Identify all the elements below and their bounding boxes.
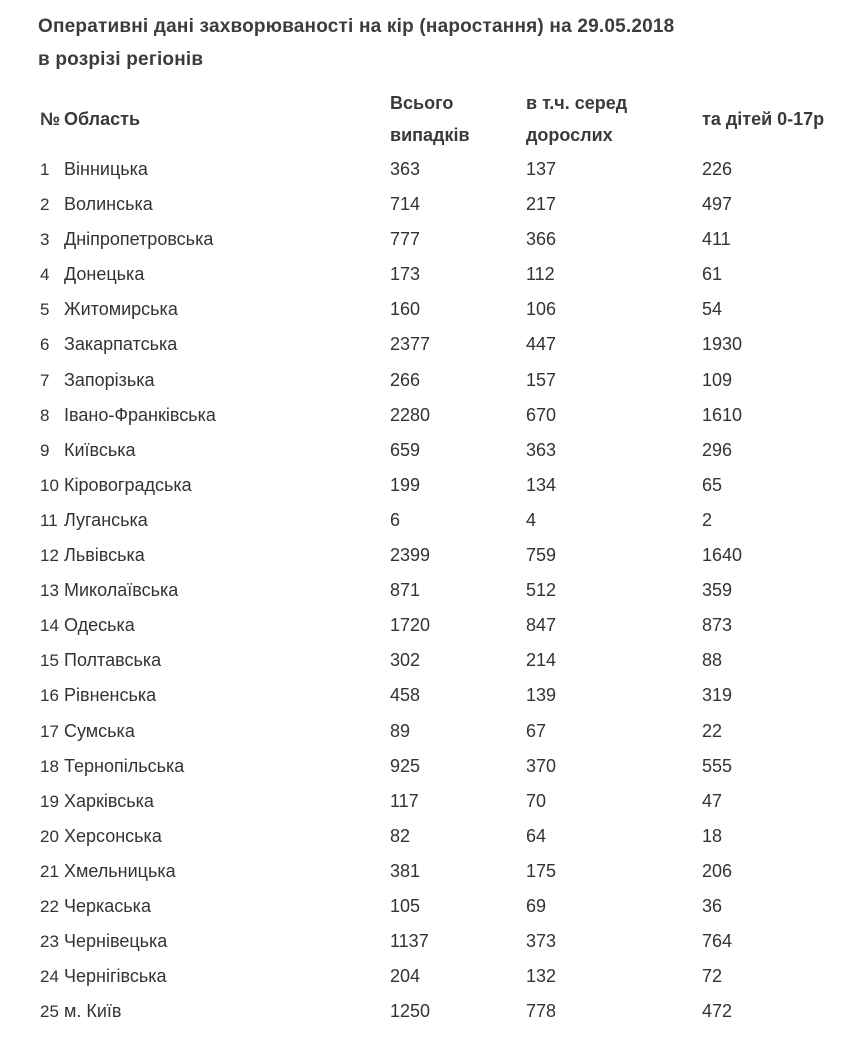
cell-adults: 132 bbox=[526, 966, 557, 987]
cell-total: 204 bbox=[390, 966, 421, 987]
table-row bbox=[40, 152, 842, 187]
cell-adults: 157 bbox=[526, 369, 557, 390]
measles-cases-table bbox=[40, 86, 842, 1029]
cell-children: 18 bbox=[702, 825, 723, 846]
cell-region: Одеська bbox=[64, 615, 135, 636]
cell-region: Дніпропетровська bbox=[64, 229, 214, 250]
cell-children: 555 bbox=[702, 755, 733, 776]
cell-children: 226 bbox=[702, 159, 733, 179]
cell-region: Житомирська bbox=[64, 299, 178, 320]
cell-number: 16 bbox=[40, 686, 59, 706]
cell-children: 1930 bbox=[702, 334, 743, 355]
cell-number: 6 bbox=[40, 335, 50, 355]
cell-number: 9 bbox=[40, 440, 50, 460]
cell-total: 105 bbox=[390, 895, 421, 916]
cell-region: Київська bbox=[64, 439, 136, 460]
cell-children: 2 bbox=[702, 509, 713, 530]
cell-total: 266 bbox=[390, 369, 421, 390]
cell-region: Тернопільська bbox=[64, 755, 185, 776]
cell-children: 411 bbox=[702, 229, 731, 250]
table-row bbox=[40, 749, 842, 784]
cell-number: 25 bbox=[40, 1002, 59, 1022]
cell-adults: 112 bbox=[526, 264, 555, 285]
cell-children: 1640 bbox=[702, 545, 743, 566]
cell-number: 23 bbox=[40, 932, 59, 952]
cell-region: Львівська bbox=[64, 545, 145, 566]
table-row bbox=[40, 538, 842, 573]
cell-adults: 217 bbox=[526, 194, 557, 215]
cell-number: 18 bbox=[40, 756, 59, 776]
cell-number: 19 bbox=[40, 791, 59, 811]
table-row bbox=[40, 398, 842, 433]
cell-region: Закарпатська bbox=[64, 334, 178, 355]
cell-children: 873 bbox=[702, 615, 733, 636]
table-row bbox=[40, 363, 842, 398]
cell-number: 7 bbox=[40, 370, 50, 390]
cell-total: 2399 bbox=[390, 545, 431, 566]
cell-region: Харківська bbox=[64, 790, 154, 811]
cell-number: 1 bbox=[40, 160, 50, 179]
cell-total: 160 bbox=[390, 299, 421, 320]
cell-number: 11 bbox=[40, 510, 58, 530]
table-row bbox=[40, 714, 842, 749]
cell-children: 472 bbox=[702, 1001, 733, 1022]
cell-total: 82 bbox=[390, 825, 411, 846]
cell-number: 4 bbox=[40, 265, 50, 285]
page-title bbox=[38, 10, 828, 76]
cell-number: 14 bbox=[40, 616, 59, 636]
table-row bbox=[40, 573, 842, 608]
cell-adults: 69 bbox=[526, 895, 547, 916]
cell-region: Сумська bbox=[64, 720, 135, 741]
table-row bbox=[40, 959, 842, 994]
cell-number: 21 bbox=[40, 861, 59, 881]
cell-number: 5 bbox=[40, 300, 50, 320]
cell-total: 117 bbox=[390, 790, 419, 811]
table-row bbox=[40, 468, 842, 503]
cell-region: Черкаська bbox=[64, 895, 151, 916]
cell-children: 206 bbox=[702, 860, 733, 881]
cell-number: 10 bbox=[40, 475, 59, 495]
cell-children: 1610 bbox=[702, 404, 743, 425]
table-row bbox=[40, 503, 842, 538]
table-row bbox=[40, 433, 842, 468]
table-row bbox=[40, 994, 842, 1029]
cell-adults: 70 bbox=[526, 790, 547, 811]
cell-total: 173 bbox=[390, 264, 421, 285]
cell-region: Кіровоградська bbox=[64, 474, 192, 495]
cell-children: 88 bbox=[702, 650, 723, 671]
table-row bbox=[40, 924, 842, 959]
table-header bbox=[40, 86, 842, 152]
cell-total: 381 bbox=[390, 860, 421, 881]
table-row bbox=[40, 327, 842, 362]
cell-children: 764 bbox=[702, 931, 733, 952]
cell-children: 36 bbox=[702, 895, 723, 916]
cell-children: 359 bbox=[702, 580, 733, 601]
table-row bbox=[40, 784, 842, 819]
table-row bbox=[40, 222, 842, 257]
cell-children: 22 bbox=[702, 720, 723, 741]
table-row bbox=[40, 187, 842, 222]
cell-total: 925 bbox=[390, 755, 421, 776]
cell-adults: 373 bbox=[526, 931, 557, 952]
cell-number: 15 bbox=[40, 651, 59, 671]
cell-adults: 366 bbox=[526, 229, 557, 250]
cell-region: Хмельницька bbox=[64, 860, 176, 881]
cell-number: 17 bbox=[40, 721, 59, 741]
cell-number: 20 bbox=[40, 826, 59, 846]
table-row bbox=[40, 643, 842, 678]
cell-children: 109 bbox=[702, 369, 733, 390]
column-header-number: № bbox=[40, 109, 60, 129]
cell-total: 1720 bbox=[390, 615, 431, 636]
cell-total: 1137 bbox=[390, 931, 429, 952]
table-row bbox=[40, 292, 842, 327]
cell-number: 8 bbox=[40, 405, 50, 425]
cell-adults: 139 bbox=[526, 685, 557, 706]
table-header-row bbox=[40, 86, 842, 152]
cell-adults: 4 bbox=[526, 509, 537, 530]
cell-adults: 363 bbox=[526, 439, 557, 460]
cell-adults: 370 bbox=[526, 755, 557, 776]
cell-total: 2377 bbox=[390, 334, 431, 355]
cell-total: 714 bbox=[390, 194, 421, 215]
table-row bbox=[40, 889, 842, 924]
cell-total: 659 bbox=[390, 439, 421, 460]
cell-adults: 67 bbox=[526, 720, 547, 741]
cell-region: Івано-Франківська bbox=[64, 404, 216, 425]
cell-adults: 847 bbox=[526, 615, 557, 636]
cell-region: Донецька bbox=[64, 264, 145, 285]
cell-total: 458 bbox=[390, 685, 421, 706]
cell-total: 871 bbox=[390, 580, 421, 601]
cell-adults: 778 bbox=[526, 1001, 557, 1022]
cell-region: Миколаївська bbox=[64, 580, 179, 601]
cell-total: 199 bbox=[390, 474, 421, 495]
cell-total: 1250 bbox=[390, 1001, 431, 1022]
cell-number: 13 bbox=[40, 581, 59, 601]
table-row bbox=[40, 608, 842, 643]
cell-number: 3 bbox=[40, 230, 50, 250]
cell-children: 319 bbox=[702, 685, 733, 706]
cell-region: Чернігівська bbox=[64, 966, 167, 987]
cell-total: 363 bbox=[390, 159, 421, 179]
cell-children: 47 bbox=[702, 790, 723, 811]
cell-region: Вінницька bbox=[64, 159, 148, 179]
cell-region: Херсонська bbox=[64, 825, 162, 846]
cell-adults: 64 bbox=[526, 825, 547, 846]
cell-children: 497 bbox=[702, 194, 733, 215]
cell-region: Полтавська bbox=[64, 650, 162, 671]
cell-children: 296 bbox=[702, 439, 733, 460]
cell-adults: 106 bbox=[526, 299, 557, 320]
cell-number: 2 bbox=[40, 195, 50, 215]
column-header-children: та дітей 0-17р bbox=[702, 109, 825, 129]
table-body bbox=[40, 152, 842, 1029]
cell-number: 24 bbox=[40, 967, 59, 987]
cell-children: 72 bbox=[702, 966, 723, 987]
cell-total: 302 bbox=[390, 650, 421, 671]
cell-adults: 759 bbox=[526, 545, 557, 566]
cell-children: 54 bbox=[702, 299, 723, 320]
page-title-line-1: Оперативні дані захворюваності на кір (наростання) на 29.05.2018 bbox=[38, 16, 675, 37]
cell-region: Волинська bbox=[64, 194, 153, 215]
cell-number: 22 bbox=[40, 896, 59, 916]
cell-children: 61 bbox=[702, 264, 723, 285]
column-header-total: Всього випадків bbox=[390, 93, 470, 145]
cell-total: 6 bbox=[390, 509, 401, 530]
cell-region: Запорізька bbox=[64, 369, 155, 390]
cell-region: Рівненська bbox=[64, 685, 157, 706]
cell-adults: 137 bbox=[526, 159, 557, 179]
cell-adults: 214 bbox=[526, 650, 557, 671]
cell-adults: 512 bbox=[526, 580, 557, 601]
cell-adults: 447 bbox=[526, 334, 557, 355]
cell-adults: 134 bbox=[526, 474, 557, 495]
table-row bbox=[40, 854, 842, 889]
column-header-region: Область bbox=[64, 109, 141, 129]
column-header-adults: в т.ч. серед дорослих bbox=[526, 93, 628, 145]
cell-adults: 670 bbox=[526, 404, 557, 425]
table-row bbox=[40, 257, 842, 292]
table-row bbox=[40, 819, 842, 854]
cell-total: 2280 bbox=[390, 404, 431, 425]
cell-number: 12 bbox=[40, 546, 59, 566]
cell-adults: 175 bbox=[526, 860, 557, 881]
table-row bbox=[40, 678, 842, 713]
cell-region: Чернівецька bbox=[64, 931, 168, 952]
cell-region: Луганська bbox=[64, 509, 148, 530]
cell-children: 65 bbox=[702, 474, 723, 495]
cell-region: м. Київ bbox=[64, 1001, 122, 1022]
cell-total: 89 bbox=[390, 720, 411, 741]
cell-total: 777 bbox=[390, 229, 421, 250]
page-title-line-2: в розрізі регіонів bbox=[38, 49, 204, 70]
